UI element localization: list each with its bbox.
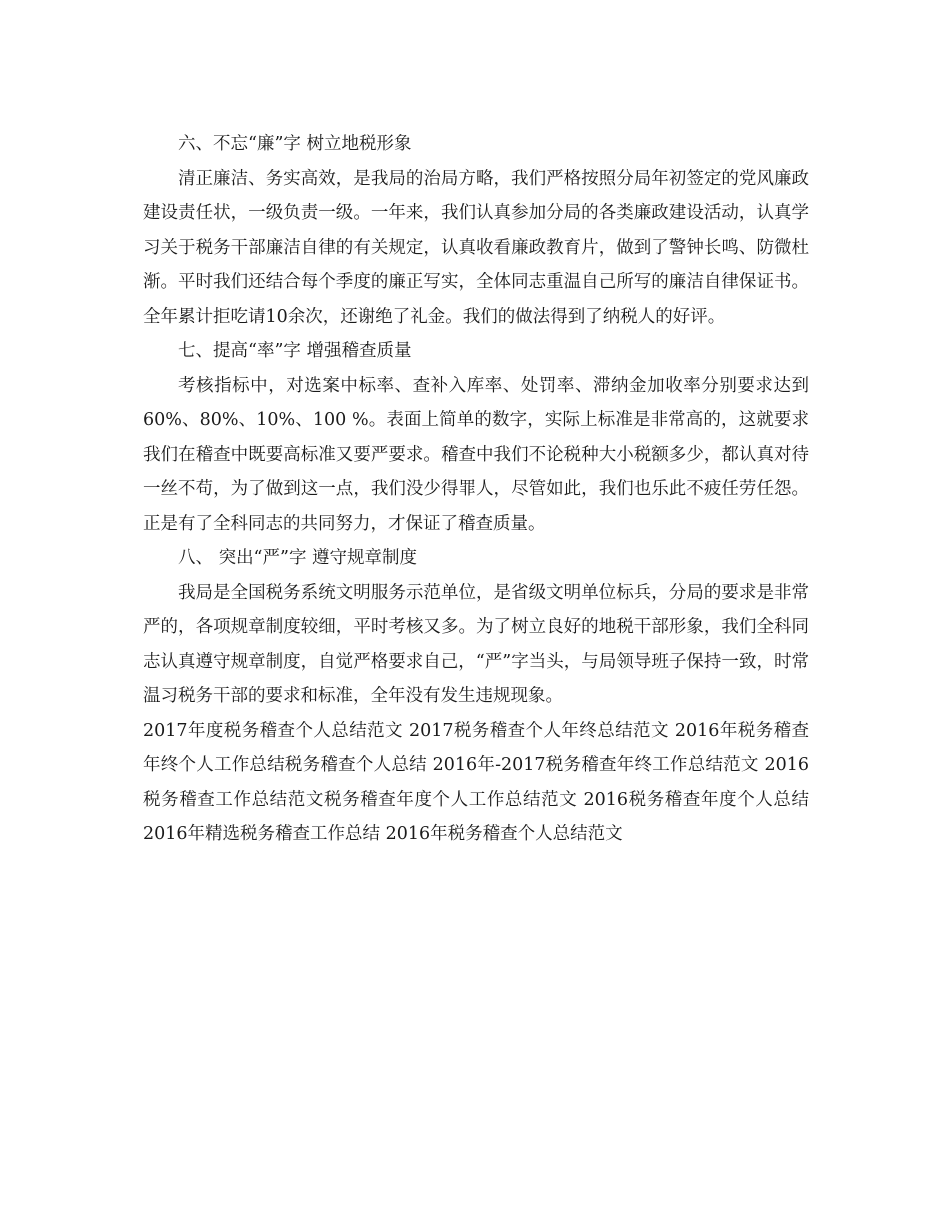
related-articles-text: 2017年度税务稽查个人总结范文 2017税务稽查个人年终总结范文 2016年税务稽查年终个人工作总结税务稽查个人总结 2016年-2017税务稽查年终工作总结范文 2016税务稽查工作总结范文税务稽查年度个人工作总结范文 2016税务稽查年度个人总结 2016年精选税务稽查工作总结 2016年税务稽查个人总结范文 bbox=[143, 720, 809, 844]
section-body-6: 清正廉洁、务实高效，是我局的治局方略，我们严格按照分局年初签定的党风廉政建设责任状，一级负责一级。一年来，我们认真参加分局的各类廉政建设活动，认真学习关于税务干部廉洁自律的有关规定，认真收看廉政教育片，做到了警钟长鸣、防微杜渐。平时我们还结合每个季度的廉正写实，全体同志重温自己所写的廉洁自律保证书。全年累计拒吃请10余次，还谢绝了礼金。我们的做法得到了纳税人的好评。 bbox=[143, 168, 809, 327]
section-heading-6: 六、不忘“廉”字 树立地税形象 bbox=[178, 134, 412, 154]
section-heading-8: 八、 突出“严”字 遵守规章制度 bbox=[178, 548, 418, 568]
section-body-7: 考核指标中，对选案中标率、查补入库率、处罚率、滞纳金加收率分别要求达到60%、80%、10%、100 %。表面上简单的数字，实际上标准是非常高的，这就要求我们在稽查中既要高标准又要严要求。稽查中我们不论税种大小税额多少，都认真对待一丝不苟，为了做到这一点，我们没少得罪人，尽管如此，我们也乐此不疲任劳任怨。正是有了全科同志的共同努力，才保证了稽查质量。 bbox=[143, 375, 809, 534]
section-body-8: 我局是全国税务系统文明服务示范单位，是省级文明单位标兵，分局的要求是非常严的，各项规章制度较细，平时考核又多。为了树立良好的地税干部形象，我们全科同志认真遵守规章制度，自觉严格要求自己，“严”字当头，与局领导班子保持一致，时常温习税务干部的要求和标准，全年没有发生违规现象。 bbox=[143, 582, 809, 706]
document-content bbox=[143, 127, 809, 852]
section-heading-7: 七、提高“率”字 增强稽查质量 bbox=[178, 341, 412, 361]
